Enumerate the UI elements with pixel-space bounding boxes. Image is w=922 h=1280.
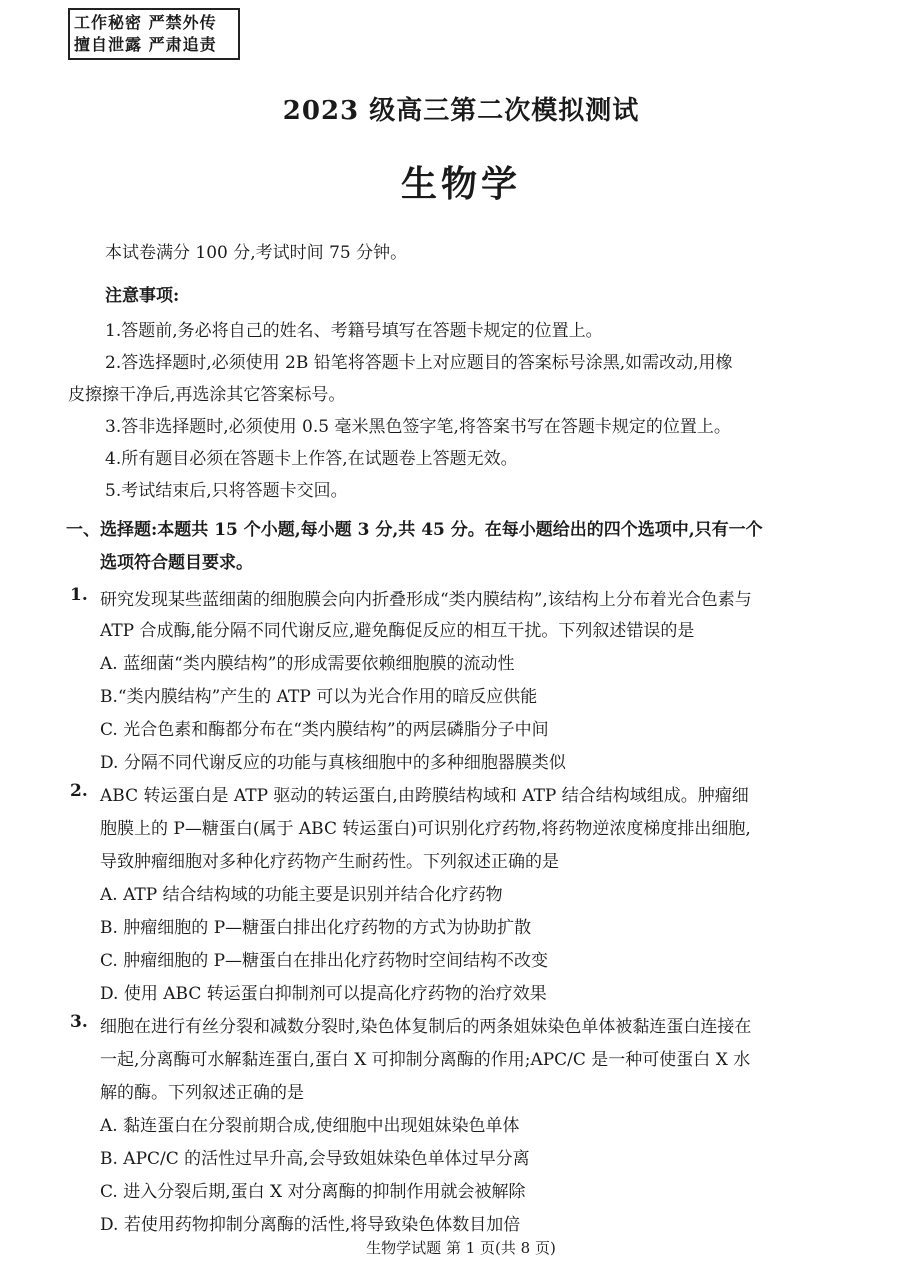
section-heading: 一、选择题:本题共 15 个小题,每小题 3 分,共 45 分。在每小题给出的四个选项中,只有一个 [66, 520, 763, 540]
confidential-line-2: 擅自泄露 严肃追责 [74, 35, 217, 54]
question-1-number: 1. [70, 585, 88, 605]
notes-item-2-cont: 皮擦擦干净后,再选涂其它答案标号。 [68, 385, 346, 405]
question-3-number: 3. [70, 1012, 88, 1032]
notes-item-5: 5.考试结束后,只将答题卡交回。 [105, 481, 348, 501]
question-3-stem-line-2: 一起,分离酶可水解黏连蛋白,蛋白 X 可抑制分离酶的作用;APC/C 是一种可使蛋白 X 水 [100, 1050, 751, 1070]
page-footer: 生物学试题 第 1 页(共 8 页) [366, 1239, 556, 1257]
question-1-stem-line-1: 研究发现某些蓝细菌的细胞膜会向内折叠形成“类内膜结构”,该结构上分布着光合色素与 [100, 590, 752, 610]
question-2-option-b: B. 肿瘤细胞的 P—糖蛋白排出化疗药物的方式为协助扩散 [100, 918, 532, 938]
notes-item-3: 3.答非选择题时,必须使用 0.5 毫米黑色签字笔,将答案书写在答题卡规定的位置上。 [105, 417, 731, 437]
notes-item-2: 2.答选择题时,必须使用 2B 铅笔将答题卡上对应题目的答案标号涂黑,如需改动,用橡 [105, 353, 733, 373]
exam-intro: 本试卷满分 100 分,考试时间 75 分钟。 [105, 243, 408, 263]
question-2-option-a: A. ATP 结合结构域的功能主要是识别并结合化疗药物 [100, 885, 503, 905]
question-2-option-d: D. 使用 ABC 转运蛋白抑制剂可以提高化疗药物的治疗效果 [100, 984, 547, 1004]
subject-title: 生物学 [400, 163, 521, 205]
question-1-option-b: B.“类内膜结构”产生的 ATP 可以为光合作用的暗反应供能 [100, 687, 538, 707]
question-3-stem-line-3: 解的酶。下列叙述正确的是 [100, 1083, 304, 1103]
confidential-line-1: 工作秘密 严禁外传 [74, 13, 217, 32]
exam-title: 2023 级高三第二次模拟测试 [282, 96, 640, 126]
question-3-option-d: D. 若使用药物抑制分离酶的活性,将导致染色体数目加倍 [100, 1215, 521, 1235]
question-1-stem-line-2: ATP 合成酶,能分隔不同代谢反应,避免酶促反应的相互干扰。下列叙述错误的是 [100, 621, 695, 641]
question-2-stem-line-1: ABC 转运蛋白是 ATP 驱动的转运蛋白,由跨膜结构域和 ATP 结合结构域组成。肿瘤细 [100, 786, 749, 806]
question-3-option-b: B. APC/C 的活性过早升高,会导致姐妹染色单体过早分离 [100, 1149, 530, 1169]
notes-item-4: 4.所有题目必须在答题卡上作答,在试题卷上答题无效。 [105, 449, 518, 469]
question-1-option-d: D. 分隔不同代谢反应的功能与真核细胞中的多种细胞器膜类似 [100, 753, 566, 773]
question-2-number: 2. [70, 781, 88, 801]
notes-heading: 注意事项: [105, 286, 180, 306]
question-3-option-c: C. 进入分裂后期,蛋白 X 对分离酶的抑制作用就会被解除 [100, 1182, 526, 1202]
question-3-option-a: A. 黏连蛋白在分裂前期合成,使细胞中出现姐妹染色单体 [100, 1116, 520, 1136]
question-2-stem-line-3: 导致肿瘤细胞对多种化疗药物产生耐药性。下列叙述正确的是 [100, 852, 559, 872]
question-2-option-c: C. 肿瘤细胞的 P—糖蛋白在排出化疗药物时空间结构不改变 [100, 951, 549, 971]
confidential-stamp [68, 8, 240, 60]
section-heading-cont: 选项符合题目要求。 [100, 553, 253, 573]
question-3-stem-line-1: 细胞在进行有丝分裂和减数分裂时,染色体复制后的两条姐妹染色单体被黏连蛋白连接在 [100, 1017, 752, 1037]
notes-item-1: 1.答题前,务必将自己的姓名、考籍号填写在答题卡规定的位置上。 [105, 321, 603, 341]
question-1-option-a: A. 蓝细菌“类内膜结构”的形成需要依赖细胞膜的流动性 [100, 654, 515, 674]
question-2-stem-line-2: 胞膜上的 P—糖蛋白(属于 ABC 转运蛋白)可识别化疗药物,将药物逆浓度梯度排出细胞, [100, 819, 751, 839]
question-1-option-c: C. 光合色素和酶都分布在“类内膜结构”的两层磷脂分子中间 [100, 720, 549, 740]
